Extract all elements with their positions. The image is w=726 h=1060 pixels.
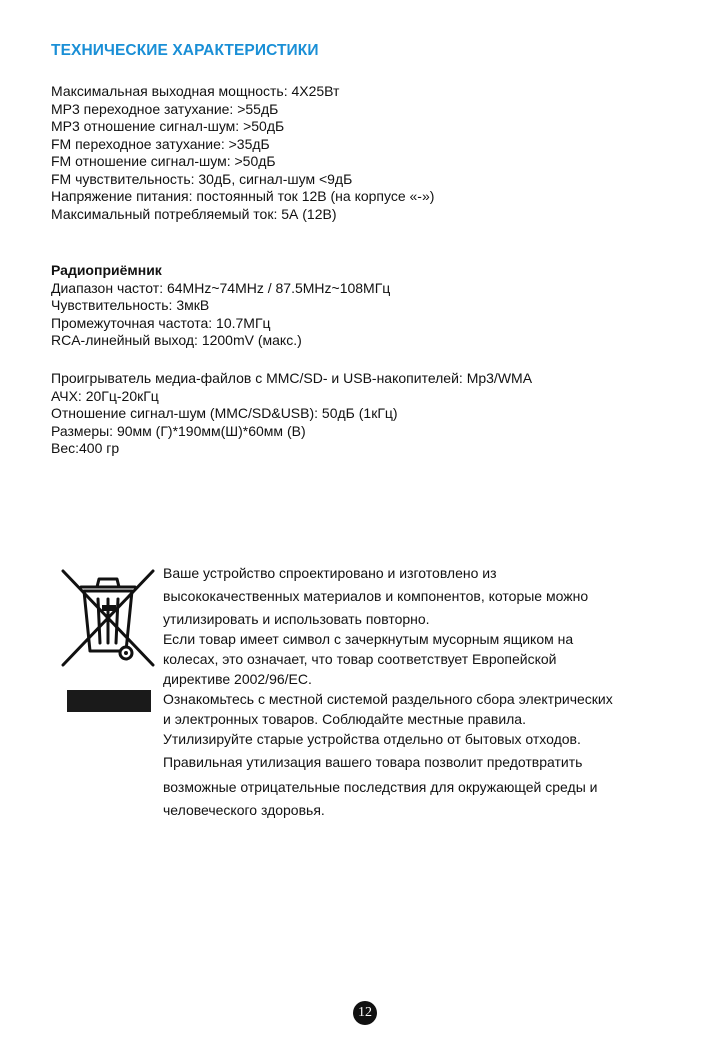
spec-line: Напряжение питания: постоянный ток 12В (на корпусе «-») xyxy=(51,188,435,204)
radio-line: Диапазон частот: 64MHz~74MHz / 87.5MHz~108МГц xyxy=(51,279,391,296)
recycling-line: и электронных товаров. Соблюдайте местные правила. xyxy=(163,711,526,727)
separate-collection-bar xyxy=(67,690,151,712)
recycling-line: директиве 2002/96/ЕС. xyxy=(163,671,312,687)
recycling-line: высококачественных материалов и компонентов, которые можно xyxy=(163,588,589,604)
recycling-line: возможные отрицательные последствия для окружающей среды и xyxy=(163,779,598,795)
player-line: Отношение сигнал-шум (ММС/SD&USB): 50дБ (1кГц) xyxy=(51,405,398,421)
recycling-line: человеческого здоровья. xyxy=(163,802,325,818)
player-line: АЧХ: 20Гц-20кГц xyxy=(51,387,159,404)
recycling-line: Если товар имеет символ с зачеркнутым мусорным ящиком на xyxy=(163,631,574,647)
recycling-line: Ваше устройство спроектировано и изготовлено из xyxy=(163,565,497,581)
spec-line: FM чувствительность: 30дБ, сигнал-шум <9дБ xyxy=(51,170,353,187)
recycling-line: утилизировать и использовать повторно. xyxy=(163,611,430,627)
spec-line: FM переходное затухание: >35дБ xyxy=(51,135,270,152)
recycling-line: Утилизируйте старые устройства отдельно от бытовых отходов. xyxy=(163,731,581,747)
spec-line: FM отношение сигнал-шум: >50дБ xyxy=(51,153,276,169)
radio-line: RCA-линейный выход: 1200mV (макс.) xyxy=(51,332,302,348)
crossed-out-wheelie-bin-icon xyxy=(57,565,159,670)
radio-line: Промежуточная частота: 10.7МГц xyxy=(51,314,271,331)
player-line: Вес:400 гр xyxy=(51,440,120,456)
radio-section xyxy=(51,262,390,350)
player-line: Проигрыватель медиа-файлов с ММС/SD- и USB-накопителей: Mp3/WMA xyxy=(51,370,533,386)
spec-line: МР3 отношение сигнал-шум: >50дБ xyxy=(51,118,285,134)
player-line: Размеры: 90мм (Г)*190мм(Ш)*60мм (В) xyxy=(51,422,306,439)
recycling-notice xyxy=(163,565,683,822)
recycling-line: Правильная утилизация вашего товара позволит предотвратить xyxy=(163,754,583,770)
page-number: 12 xyxy=(353,1001,377,1025)
spec-line: МР3 переходное затухание: >55дБ xyxy=(51,100,279,117)
page-title: ТЕХНИЧЕСКИЕ ХАРАКТЕРИСТИКИ xyxy=(51,42,319,59)
spec-line: Максимальная выходная мощность: 4Х25Вт xyxy=(51,83,340,99)
recycling-line: Ознакомьтесь с местной системой раздельного сбора электрических xyxy=(163,691,613,707)
radio-heading: Радиоприёмник xyxy=(51,262,162,278)
spec-line: Максимальный потребляемый ток: 5А (12В) xyxy=(51,205,337,222)
recycling-line: колесах, это означает, что товар соответствует Европейской xyxy=(163,651,557,667)
radio-line: Чувствительность: 3мкВ xyxy=(51,297,210,313)
player-section xyxy=(51,370,532,458)
specs-list xyxy=(51,83,434,223)
